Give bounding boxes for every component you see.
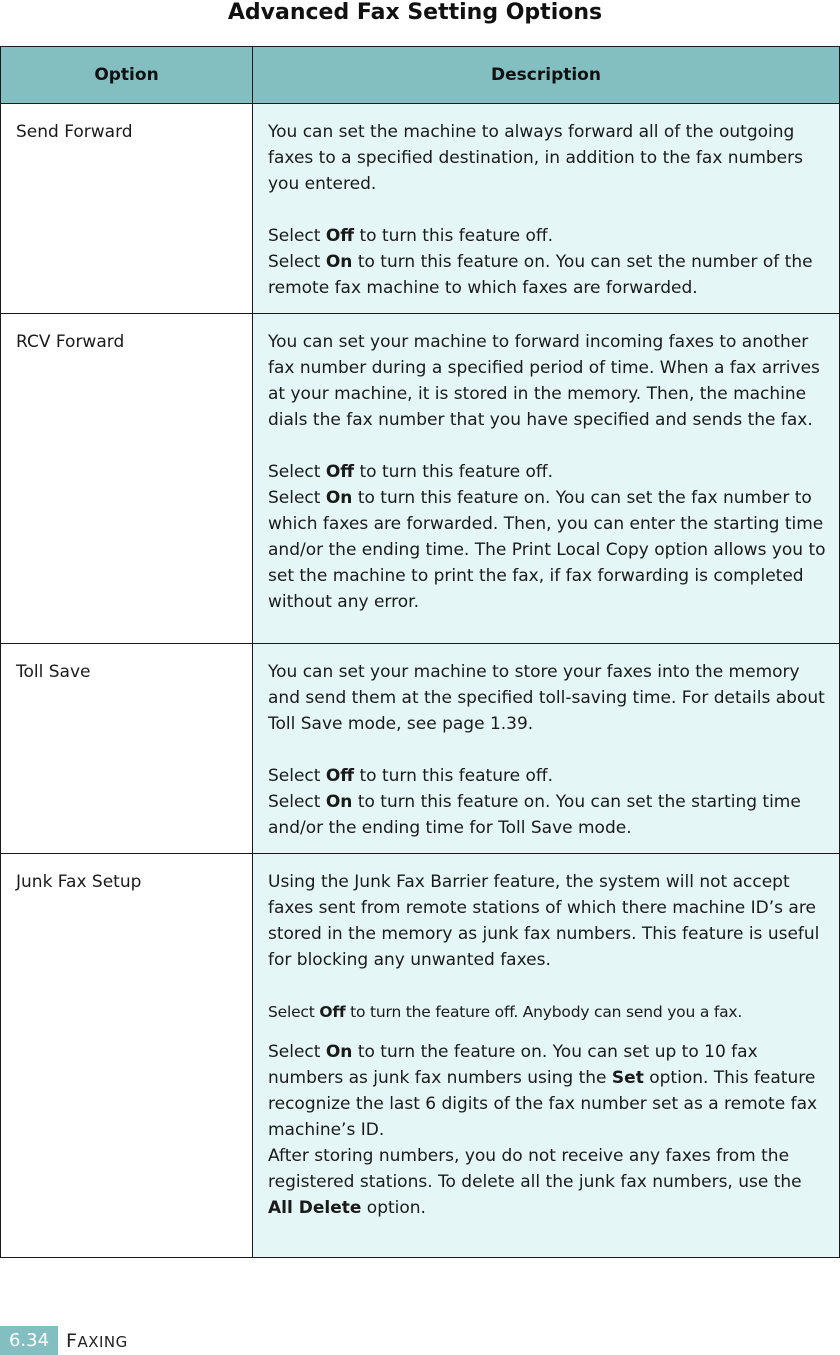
off-instruction: Select Off to turn this feature off. xyxy=(268,462,553,482)
description-text: You can set your machine to store your faxes into the memory and send them at the specified toll-saving time. For details about Toll Save mode, see page 1.39. xyxy=(268,662,825,734)
description-text: You can set the machine to always forward all of the outgoing faxes to a specified destination, in addition to the fax numbers you entered. xyxy=(268,122,803,194)
off-instruction: Select Off to turn this feature off. xyxy=(268,766,553,786)
off-instruction: Select Off to turn the feature off. Anybody can send you a fax. xyxy=(268,1003,743,1021)
column-header-description: Description xyxy=(253,47,840,104)
on-instruction: Select On to turn this feature on. You can set the fax number to which faxes are forwarded. Then, you can enter the starting time and/or the ending time. The Print Local Copy option allows you to set the machine to print the fax, if fax forwarding is completed without any error. xyxy=(268,488,826,612)
column-header-option: Option xyxy=(1,47,253,104)
on-instruction: Select On to turn this feature on. You can set the number of the remote fax machine to which faxes are forwarded. xyxy=(268,252,813,298)
chapter-name: FAXING xyxy=(66,1329,128,1352)
option-name: Junk Fax Setup xyxy=(1,854,253,1258)
table-row xyxy=(1,644,840,854)
after-storing-note: After storing numbers, you do not receive any faxes from the registered stations. To delete all the junk fax numbers, use the All Delete option. xyxy=(268,1146,802,1218)
page-footer xyxy=(0,1326,128,1355)
table-row xyxy=(1,854,840,1258)
on-instruction: Select On to turn the feature on. You can set up to 10 fax numbers as junk fax numbers using the Set option. This feature recognize the last 6 digits of the fax number set as a remote fax machine’s ID. xyxy=(268,1042,818,1140)
option-name: Toll Save xyxy=(1,644,253,854)
option-description xyxy=(253,104,840,314)
option-description xyxy=(253,854,840,1258)
table-header-row xyxy=(1,47,840,104)
option-description xyxy=(253,644,840,854)
off-instruction: Select Off to turn this feature off. xyxy=(268,226,553,246)
page-number: 6.34 xyxy=(0,1326,58,1355)
option-name: RCV Forward xyxy=(1,314,253,644)
description-text: Using the Junk Fax Barrier feature, the system will not accept faxes sent from remote stations of which there machine ID’s are stored in the memory as junk fax numbers. This feature is useful for blocking any unwanted faxes. xyxy=(268,872,820,970)
description-text: You can set your machine to forward incoming faxes to another fax number during a specified period of time. When a fax arrives at your machine, it is stored in the memory. Then, the machine dials the fax number that you have specified and sends the fax. xyxy=(268,332,820,430)
on-instruction: Select On to turn this feature on. You can set the starting time and/or the ending time for Toll Save mode. xyxy=(268,792,801,838)
table-row xyxy=(1,314,840,644)
table-row xyxy=(1,104,840,314)
option-description xyxy=(253,314,840,644)
options-table xyxy=(0,46,840,1258)
option-name: Send Forward xyxy=(1,104,253,314)
page-title: Advanced Fax Setting Options xyxy=(227,0,603,25)
